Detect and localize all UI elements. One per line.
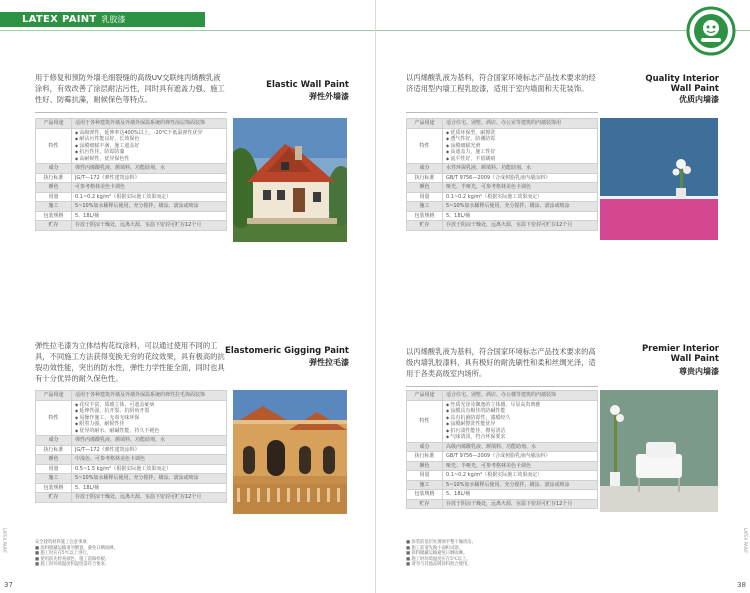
brand-logo: [686, 6, 736, 56]
spec-value: 哑光、半哑光，可参考格林美色卡调色: [443, 183, 598, 193]
spec-label: 包装规格: [407, 211, 443, 221]
spec-label: 用量: [407, 192, 443, 202]
spec-value: 存放于阴凉干燥处，远离火源，室温下密封可贮存12个月: [72, 221, 227, 231]
spec-label: 用量: [36, 192, 72, 202]
spec-label: 贮存: [407, 499, 443, 509]
spec-value: 5~10%加水稀释后使用，充分搅拌，刷涂、滚涂或喷涂: [443, 202, 598, 212]
product-name-cn: 尊贵内墙漆: [679, 367, 719, 376]
spec-label: 贮存: [36, 221, 72, 231]
spec-row: [36, 445, 227, 455]
spec-row: [36, 183, 227, 193]
product-name-en-1: Quality Interior: [645, 74, 719, 84]
spec-feature: ◆ 高级弹性，延伸率达400%以上，-20℃下低温弹性优异: [75, 130, 223, 137]
spec-row: [36, 436, 227, 446]
spec-row: [407, 471, 598, 481]
spec-label: 执行标准: [407, 452, 443, 462]
building-photo: [233, 390, 347, 514]
spec-label: 产品用途: [407, 119, 443, 129]
footnote-line: ■ 涂装前基层处理须平整干燥清洁。: [406, 540, 476, 545]
spec-row: [36, 493, 227, 503]
footnote: [406, 540, 596, 568]
footnote: [35, 540, 225, 568]
spec-label: 特性: [36, 128, 72, 164]
divider: [35, 112, 227, 113]
house-photo: [233, 118, 347, 242]
spec-value: 5、18L/桶: [72, 483, 227, 493]
spec-row: [36, 128, 227, 164]
spec-feature: ◆ 涂膜耐擦洗性能优异: [446, 421, 594, 428]
spec-row: [407, 391, 598, 401]
spec-row: [36, 192, 227, 202]
footnote-line: 安全建筑材料施工注意事项：: [35, 540, 91, 545]
spec-label: 特性: [407, 400, 443, 442]
spec-value: 适合住宅、别墅、酒店、办公楼等建筑的内墙装饰: [443, 391, 598, 401]
spec-row: [36, 164, 227, 174]
product-name-en: Elastic Wall Paint: [266, 80, 349, 90]
spec-row: [36, 221, 227, 231]
spec-row: [36, 391, 227, 401]
spec-feature: ◆ 优质环保型，耐擦洗: [446, 130, 594, 137]
spec-label: 施工: [36, 202, 72, 212]
spec-label: 颜色: [407, 183, 443, 193]
spec-feature: ◆ 花纹丰富，质感立体，可遮盖疵病: [75, 402, 223, 409]
spec-label: 成分: [407, 164, 443, 174]
spec-row: [407, 452, 598, 462]
spec-row: [36, 173, 227, 183]
spec-feature: ◆ 透气性好，防潮防霉: [446, 136, 594, 143]
spec-row: [36, 211, 227, 221]
divider: [406, 386, 598, 387]
spec-label: 贮存: [407, 221, 443, 231]
spec-value: 哑光、半哑光，可参考格林美色卡调色: [443, 461, 598, 471]
header-title-en: LATEX PAINT: [22, 14, 97, 25]
page-number: 38: [737, 581, 746, 589]
spec-row: [407, 183, 598, 193]
footnote-line: ■ 使用前先检查颜色，施工前做样板。: [35, 556, 110, 562]
spec-value: [443, 400, 598, 442]
spec-value: 弹性丙烯酸乳液、颜填料、功能助剂、水: [72, 436, 227, 446]
product-name-en-1: Premier Interior: [641, 344, 719, 354]
footnote-line: ■ 施工前请先做小面积试涂。: [406, 545, 463, 551]
spec-label: 执行标准: [36, 173, 72, 183]
spec-feature: ◆ 抗污性佳，防霉防藻: [75, 149, 223, 156]
footnote-line: ■ 请勿与其他品牌涂料混合使用。: [406, 562, 472, 568]
spec-label: 颜色: [407, 461, 443, 471]
footnote-line: ■ 施工时环境温度和湿度需符合要求。: [35, 562, 110, 568]
spec-row: [407, 400, 598, 442]
spec-value: 存放于阴凉干燥处，远离火源，室温下密封可贮存12个月: [443, 221, 598, 231]
spec-feature: ◆ 易操作施工，无毒无味环保: [75, 415, 223, 422]
spec-value: 可参考格林美色卡调色: [72, 183, 227, 193]
spec-label: 颜色: [36, 183, 72, 193]
spec-value: GB/T 9756—2009《合成树脂乳液内墙涂料》: [443, 452, 598, 462]
right-page: [375, 0, 750, 593]
spec-row: [407, 173, 598, 183]
spec-value: 存放于阴凉干燥处，远离火源，室温下密封可贮存12个月: [72, 493, 227, 503]
spec-feature: ◆ 具有抗菌防霉性，漆膜经久: [446, 415, 594, 422]
spec-feature: ◆ 丝质光泽及飘逸的立体感，尽显高贵典雅: [446, 402, 594, 409]
spec-table: [35, 118, 227, 231]
green-wall-chair-photo: [600, 390, 718, 512]
spec-label: 执行标准: [407, 173, 443, 183]
spec-value: 中浅色、可参考格林美色卡调色: [72, 455, 227, 465]
spec-label: 成分: [407, 442, 443, 452]
edge-text: LATEX PAINT: [2, 527, 7, 553]
spec-label: 执行标准: [36, 445, 72, 455]
spec-row: [407, 119, 598, 129]
spec-value: 0.5~1.5 kg/m²（根据实际施工效果而定）: [72, 464, 227, 474]
product-intro: 以丙烯酸乳液为基料，符合国家环境标志产品技术要求的高级内墙乳胶漆料，具有极好的耐洗刷性和柔和丝绸光泽，适用于各类高级室内场所。: [406, 347, 596, 378]
spec-feature: ◆ 高遮盖力，施工性好: [446, 149, 594, 156]
header-title-cn: 乳胶漆: [101, 15, 126, 24]
spec-row: [36, 464, 227, 474]
spec-label: 成分: [36, 436, 72, 446]
spec-feature: ◆ 流平性好，不留刷痕: [446, 156, 594, 163]
spec-label: 颜色: [36, 455, 72, 465]
spec-value: 5~10%加水稀释后使用，充分搅拌，刷涂、滚涂或喷涂: [72, 474, 227, 484]
spec-value: JG/T—172《弹性建筑涂料》: [72, 173, 227, 183]
product-name-en-2: Wall Paint: [670, 354, 719, 364]
spec-row: [407, 442, 598, 452]
footnote-line: ■ 施工时环境温度应在5℃以上。: [406, 556, 471, 562]
spec-label: 施工: [36, 474, 72, 484]
spec-label: 包装规格: [36, 483, 72, 493]
spec-row: [36, 119, 227, 129]
spec-value: [72, 400, 227, 436]
spec-label: 产品用途: [36, 391, 72, 401]
spec-feature: ◆ 涂膜具有极佳的防碱性能: [446, 408, 594, 415]
spec-row: [407, 202, 598, 212]
spec-row: [36, 202, 227, 212]
spec-row: [407, 192, 598, 202]
spec-label: 产品用途: [36, 119, 72, 129]
spec-label: 成分: [36, 164, 72, 174]
page-number: 37: [4, 581, 13, 589]
spec-label: 产品用途: [407, 391, 443, 401]
spec-value: 0.1~0.2 kg/m²（根据实际施工效果而定）: [443, 471, 598, 481]
spec-feature: ◆ 涂膜细腻丰满，施工遮盖好: [75, 143, 223, 150]
product-intro: 以丙烯酸乳液为基料，符合国家环境标志产品技术要求的经济适用型内墙工程乳胶漆，适用于室内墙面和天花装饰。: [406, 73, 596, 93]
section-header: [0, 12, 205, 27]
spec-feature: ◆ 耐沾污性能良好，长效保色: [75, 136, 223, 143]
spec-value: 5、18L/桶: [443, 490, 598, 500]
blue-wall-photo: [600, 118, 718, 240]
spec-row: [407, 164, 598, 174]
spec-value: 适合住宅、别墅、酒店、办公室等建筑的内墙装饰用: [443, 119, 598, 129]
spec-label: 施工: [407, 202, 443, 212]
spec-value: 适用于各种建筑外墙及外墙外保温系统的弹性拉毛饰面装饰: [72, 391, 227, 401]
header-divider: [0, 30, 375, 31]
spec-value: [72, 128, 227, 164]
spec-row: [407, 128, 598, 164]
product-name-cn: 弹性拉毛漆: [309, 358, 349, 367]
product-name-cn: 优质内墙漆: [679, 95, 719, 104]
spec-row: [407, 480, 598, 490]
spec-value: 0.1~0.2 kg/m²（根据实际施工效果而定）: [443, 192, 598, 202]
spec-label: 特性: [407, 128, 443, 164]
spec-feature: ◆ 附着力强，耐候性佳: [75, 421, 223, 428]
spec-value: 5、18L/桶: [443, 211, 598, 221]
spec-row: [407, 461, 598, 471]
spec-label: 用量: [407, 471, 443, 481]
spec-feature: ◆ 延伸性强，抗开裂、抗阴角开裂: [75, 408, 223, 415]
spec-table: [406, 390, 598, 509]
spec-row: [407, 499, 598, 509]
spec-row: [36, 400, 227, 436]
spec-value: 适用于各种建筑外墙及外墙外保温系统的弹性涂层饰面装饰: [72, 119, 227, 129]
product-name-en-2: Wall Paint: [670, 84, 719, 94]
spec-value: JG/T—172《弹性建筑涂料》: [72, 445, 227, 455]
product-intro: 用于修复和预防外墙毛细裂缝的高级UV交联纯丙烯酸乳液涂料，有效改善了涂层耐沾污性，同时具有遮盖力强、施工性好、防霉抗藻，耐候保色等特点。: [35, 73, 225, 104]
spec-value: 5、18L/桶: [72, 211, 227, 221]
spec-value: 弹性丙烯酸乳液、颜填料、功能助剂、水: [72, 164, 227, 174]
spec-row: [407, 490, 598, 500]
spec-label: 特性: [36, 400, 72, 436]
footnote-line: ■ 涂料储藏运输避免日晒雨淋。: [406, 551, 468, 557]
spec-row: [36, 474, 227, 484]
spec-label: 包装规格: [36, 211, 72, 221]
spec-feature: ◆ 抗污渍性能佳，擦易清洁: [446, 428, 594, 435]
spec-value: 0.1~0.2 kg/m²（根据实际施工效果而定）: [72, 192, 227, 202]
product-name-cn: 弹性外墙漆: [309, 92, 349, 101]
spec-table: [35, 390, 227, 503]
spec-value: 水性环保乳液、颜填料、功能助剂、水: [443, 164, 598, 174]
spec-feature: ◆ 高耐候性，优异保色性: [75, 156, 223, 163]
spec-label: 用量: [36, 464, 72, 474]
spec-row: [36, 483, 227, 493]
spec-value: 5~10%加水稀释后使用，充分搅拌，刷涂、滚涂或喷涂: [72, 202, 227, 212]
spec-feature: ◆ 涂膜细腻光滑: [446, 143, 594, 150]
spec-value: [443, 128, 598, 164]
spec-value: GB/T 9756—2009《合成树脂乳液内墙涂料》: [443, 173, 598, 183]
spec-feature: ◆ 气味清淡，符合环保要求: [446, 434, 594, 441]
spec-row: [407, 221, 598, 231]
spec-label: 贮存: [36, 493, 72, 503]
spec-feature: ◆ 优异的耐水、耐碱性能，持久不褪色: [75, 428, 223, 435]
spec-value: 存放于阴凉干燥处，远离火源，室温下密封可贮存12个月: [443, 499, 598, 509]
spec-row: [36, 455, 227, 465]
spec-value: 5~10%加水稀释后使用，充分搅拌，刷涂、滚涂或喷涂: [443, 480, 598, 490]
spec-value: 高级丙烯酸乳液、颜填料、功能助剂、水: [443, 442, 598, 452]
spec-label: 包装规格: [407, 490, 443, 500]
footnote-line: ■ 施工时应在5℃以上进行。: [35, 551, 91, 557]
spec-table: [406, 118, 598, 231]
footnote-line: ■ 涂料储藏运输请勿倒置，避免日晒雨淋。: [35, 545, 118, 551]
spec-label: 施工: [407, 480, 443, 490]
edge-text: LATEX PAINT: [743, 527, 748, 553]
divider: [406, 112, 598, 113]
product-intro: 弹性拉毛漆为立体结构花纹涂料，可以通过使用不同的工具，不同施工方法获得变换无穷的花纹效果，具有极高的抗裂功效性能，突出的防水性，弹性力学性能全面，同时也具有十分优异的耐久保色性。: [35, 341, 225, 383]
spec-row: [407, 211, 598, 221]
product-name-en: Elastomeric Gigging Paint: [225, 346, 349, 356]
